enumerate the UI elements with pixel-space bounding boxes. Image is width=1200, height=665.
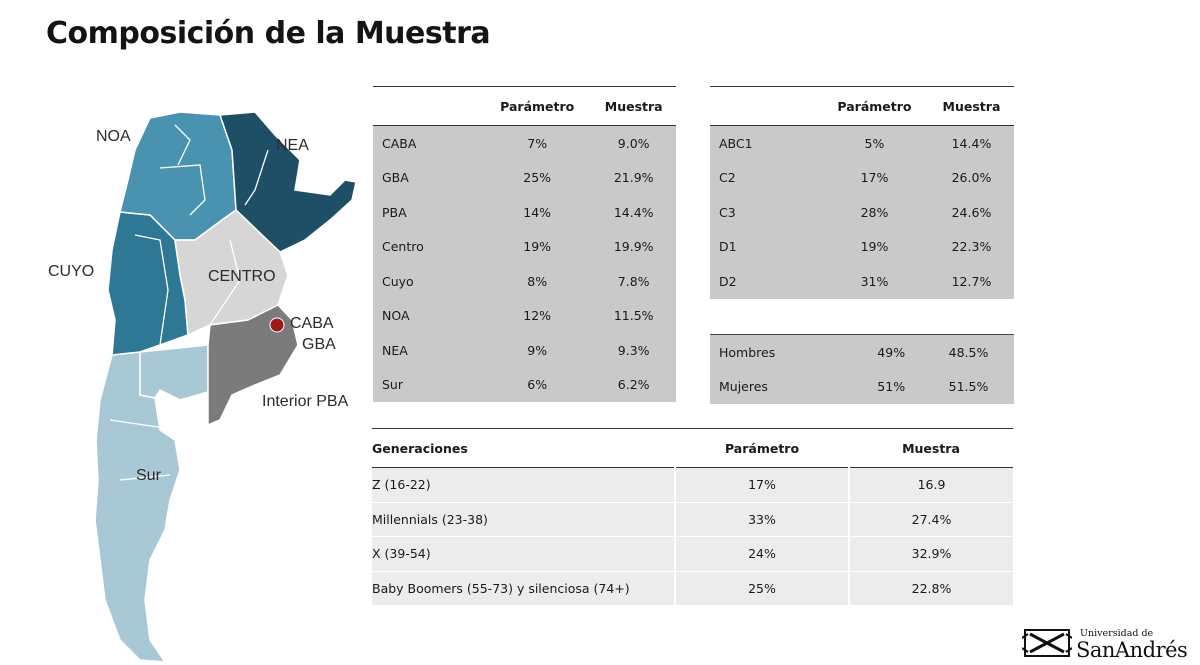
muestra-cell: 24.6% (929, 195, 1014, 230)
row-label: PBA (373, 195, 483, 230)
map-label-centro: CENTRO (208, 268, 276, 285)
page-title: Composición de la Muestra (46, 16, 491, 51)
row-label: Baby Boomers (55-73) y silenciosa (74+) (372, 571, 675, 606)
parametro-cell: 33% (675, 502, 849, 537)
parametro-cell: 19% (483, 230, 591, 265)
logo-name: SanAndrés (1076, 638, 1188, 662)
map-region-sur (95, 352, 180, 662)
parametro-cell: 25% (675, 571, 849, 606)
table-row (373, 333, 676, 368)
map-label-sur: Sur (136, 467, 161, 484)
map-label-cuyo: CUYO (48, 263, 95, 280)
header-muestra: Muestra (604, 98, 663, 114)
parametro-cell: 8% (483, 264, 591, 299)
table-header-row (710, 87, 1014, 126)
muestra-cell: 51.5% (923, 370, 1014, 405)
row-label: Cuyo (373, 264, 483, 299)
muestra-cell: 48.5% (923, 335, 1014, 370)
row-label: Hombres (710, 335, 859, 370)
row-label: C2 (710, 161, 820, 196)
row-label: NOA (373, 299, 483, 334)
muestra-cell: 11.5% (591, 299, 676, 334)
map-label-gba: GBA (302, 336, 336, 353)
row-label: D2 (710, 264, 820, 299)
caba-marker (270, 318, 284, 332)
muestra-cell: 16.9 (849, 468, 1013, 503)
table-row (710, 195, 1014, 230)
muestra-cell: 22.8% (849, 571, 1013, 606)
parametro-cell: 12% (483, 299, 591, 334)
map-label-nea: NEA (276, 137, 309, 154)
row-label: X (39-54) (372, 537, 675, 572)
parametro-cell: 31% (820, 264, 929, 299)
muestra-cell: 21.9% (591, 161, 676, 196)
parametro-cell: 17% (675, 468, 849, 503)
table-row (373, 299, 676, 334)
map-label-caba: CABA (290, 315, 334, 332)
parametro-cell: 5% (820, 126, 929, 161)
header-blank (373, 87, 483, 126)
muestra-cell: 6.2% (591, 368, 676, 403)
muestra-cell: 14.4% (591, 195, 676, 230)
header-muestra: Muestra (902, 440, 960, 456)
table-row (373, 126, 676, 161)
table-row (710, 161, 1014, 196)
table-row (373, 368, 676, 403)
muestra-cell: 19.9% (591, 230, 676, 265)
table-row (373, 195, 676, 230)
table-row (372, 502, 1013, 537)
header-parametro: Parámetro (837, 98, 912, 114)
row-label: ABC1 (710, 126, 820, 161)
muestra-cell: 22.3% (929, 230, 1014, 265)
map-region-sur-north (140, 345, 208, 400)
row-label: Z (16-22) (372, 468, 675, 503)
parametro-cell: 28% (820, 195, 929, 230)
table-row (372, 537, 1013, 572)
crest-icon (1022, 628, 1072, 660)
muestra-cell: 14.4% (929, 126, 1014, 161)
argentina-map (0, 100, 380, 665)
muestra-cell: 7.8% (591, 264, 676, 299)
table-row (710, 126, 1014, 161)
parametro-cell: 25% (483, 161, 591, 196)
row-label: Mujeres (710, 370, 859, 405)
header-parametro: Parámetro (724, 440, 800, 456)
muestra-cell: 9.3% (591, 333, 676, 368)
generations-table (372, 428, 1013, 606)
row-label: Sur (373, 368, 483, 403)
muestra-cell: 32.9% (849, 537, 1013, 572)
parametro-cell: 19% (820, 230, 929, 265)
header-parametro: Parámetro (500, 98, 575, 114)
row-label: NEA (373, 333, 483, 368)
header-muestra: Muestra (942, 98, 1001, 114)
parametro-cell: 9% (483, 333, 591, 368)
regions-table (373, 86, 676, 402)
muestra-cell: 9.0% (591, 126, 676, 161)
parametro-cell: 24% (675, 537, 849, 572)
row-label: GBA (373, 161, 483, 196)
parametro-cell: 14% (483, 195, 591, 230)
row-label: CABA (373, 126, 483, 161)
muestra-cell: 12.7% (929, 264, 1014, 299)
row-label: D1 (710, 230, 820, 265)
row-label: C3 (710, 195, 820, 230)
muestra-cell: 27.4% (849, 502, 1013, 537)
table-row (710, 335, 1014, 370)
table-row (373, 264, 676, 299)
table-header-row (372, 429, 1013, 468)
muestra-cell: 26.0% (929, 161, 1014, 196)
logo-small-text: Universidad de (1080, 628, 1154, 639)
header-generaciones: Generaciones (372, 440, 468, 456)
table-row (710, 370, 1014, 405)
header-blank (710, 87, 820, 126)
table-header-row (373, 87, 676, 126)
table-row (372, 468, 1013, 503)
gender-table (710, 334, 1014, 404)
parametro-cell: 17% (820, 161, 929, 196)
parametro-cell: 51% (859, 370, 923, 405)
parametro-cell: 49% (859, 335, 923, 370)
map-label-noa: NOA (96, 128, 131, 145)
table-row (710, 230, 1014, 265)
map-label-interior-pba: Interior PBA (262, 393, 349, 410)
table-row (373, 161, 676, 196)
table-row (710, 264, 1014, 299)
university-logo (1022, 626, 1194, 662)
table-row (372, 571, 1013, 606)
row-label: Millennials (23-38) (372, 502, 675, 537)
parametro-cell: 6% (483, 368, 591, 403)
table-row (373, 230, 676, 265)
parametro-cell: 7% (483, 126, 591, 161)
row-label: Centro (373, 230, 483, 265)
nse-table (710, 86, 1014, 299)
